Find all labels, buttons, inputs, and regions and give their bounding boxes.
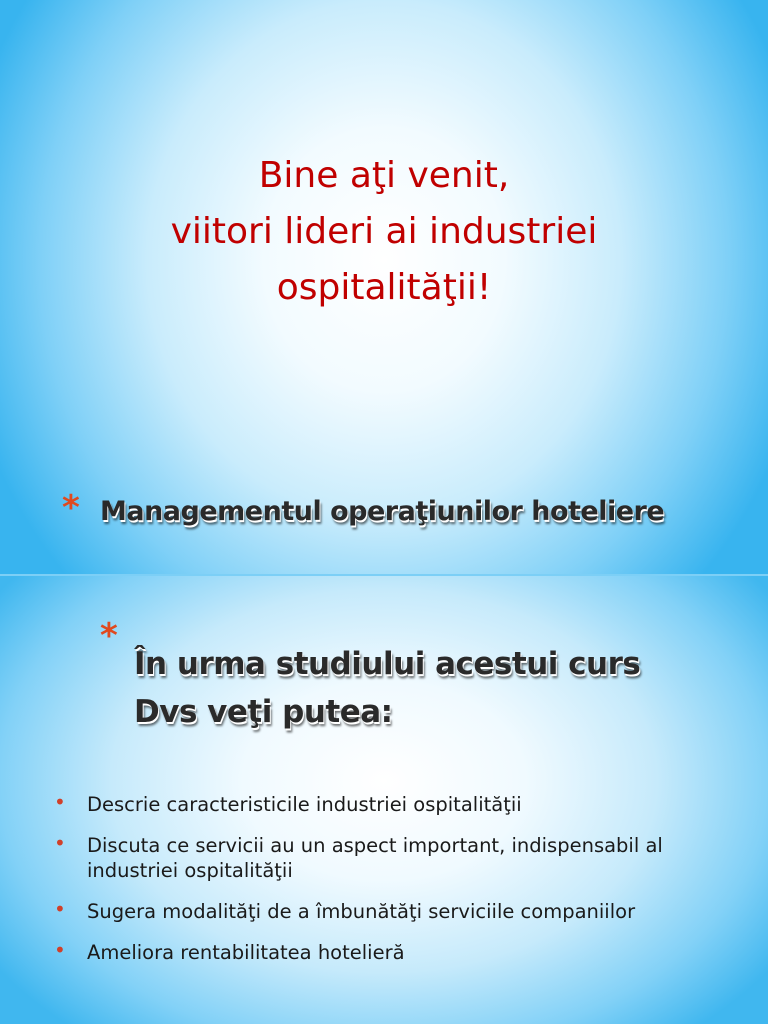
bullet-dot-icon: • [54,938,66,962]
list-item-text: Sugera modalităţi de a îmbunătăţi serviciile companiilor [87,900,636,923]
list-item [52,899,752,924]
list-item [52,833,752,883]
list-item [52,940,752,965]
bullet-star-icon: * [62,488,80,528]
bullet-dot-icon: • [54,897,66,921]
list-item-text: Descrie caracteristicile industriei ospitalităţii [87,793,522,816]
course-title: Managementul operaţiunilor hoteliere [100,496,665,527]
bullet-star-icon: * [100,616,118,656]
bullet-dot-icon: • [54,831,66,855]
welcome-line-2: viitori lideri ai industriei [170,211,598,252]
bullet-dot-icon: • [54,790,66,814]
objectives-heading-line-1: În urma studiului acestui curs [134,646,641,682]
list-item [52,792,752,817]
list-item-text: Discuta ce servicii au un aspect important, indispensabil al industriei ospitalităţii [87,834,663,882]
welcome-message [0,148,768,316]
welcome-line-1: Bine aţi venit, [258,155,510,196]
objectives-heading [134,640,640,736]
welcome-line-3: ospitalităţii! [276,267,492,308]
list-item-text: Ameliora rentabilitatea hotelieră [87,941,405,964]
objectives-list [52,792,752,981]
objectives-heading-line-2: Dvs veţi putea: [134,694,393,730]
